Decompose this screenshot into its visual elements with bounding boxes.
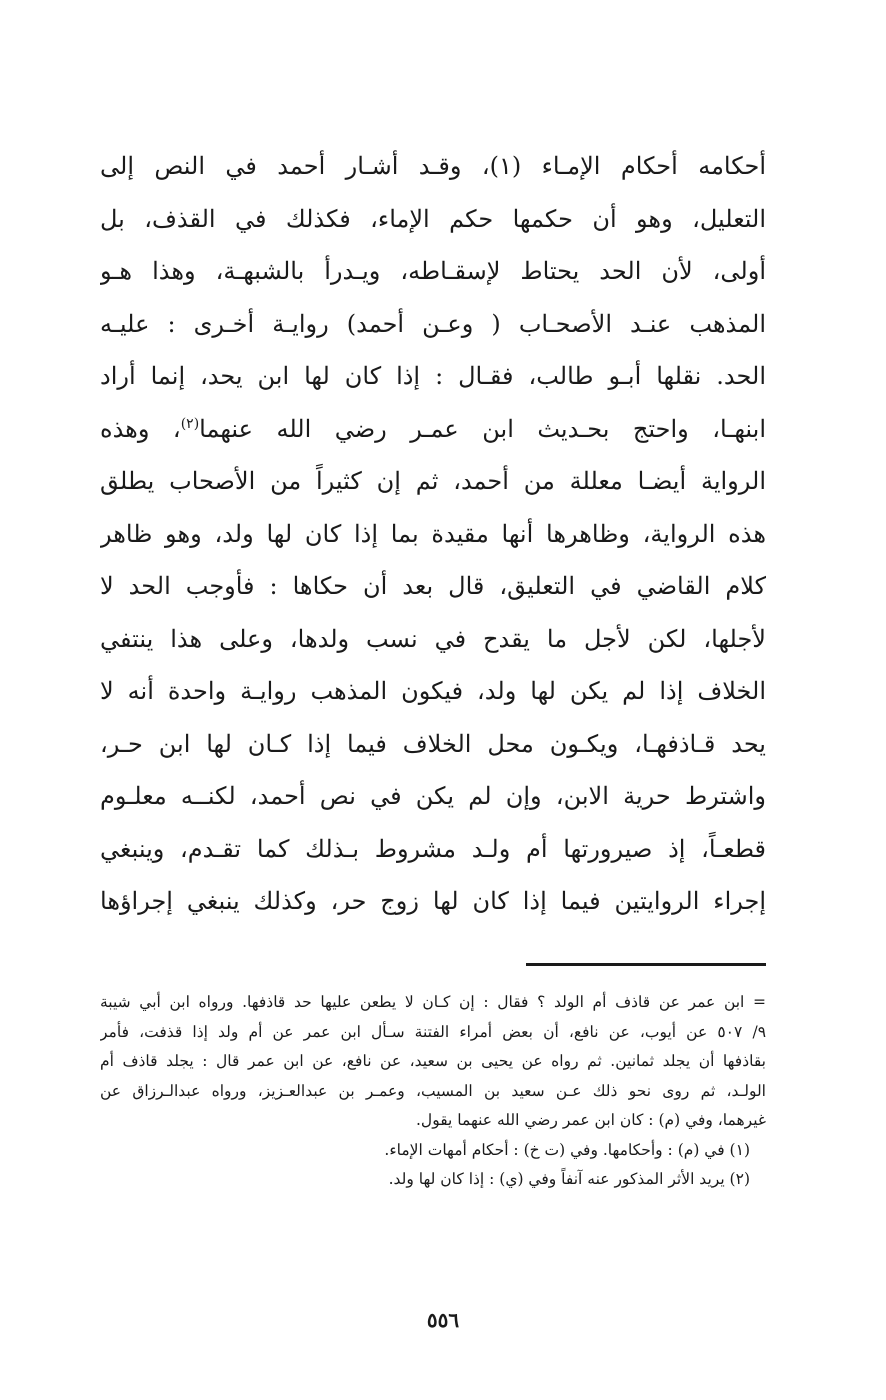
text-line-start: ابنهـا، واحتج بحـديث ابن عمـر رضي الله عنهما xyxy=(199,414,766,443)
main-text xyxy=(100,140,766,928)
footnote-1: (١) في (م) : وأحكامها. وفي (ت خ) : أحكام أمهات الإماء. xyxy=(384,1140,750,1159)
text-line: أولى، لأن الحد يحتاط لإسقـاطه، ويـدرأ بالشبهـة، وهذا هـو xyxy=(100,257,766,285)
footnote-continuation-line: الولـد، ثم روى نحو ذلك عـن سعيد بن المسيب، وعمـر بن عبدالعـزيز، ورواه عبدالـرزاق عن xyxy=(100,1081,766,1100)
text-line: إجراء الروايتين فيما إذا كان لها زوج حر، وكذلك ينبغي إجراؤها xyxy=(100,887,766,915)
text-line: لأجلها، لكن لأجل ما يقدح في نسب ولدها، وعلى هذا ينتفي xyxy=(100,624,766,653)
text-line-with-footnote-ref xyxy=(100,403,766,456)
text-line-end: ، وهذه xyxy=(100,414,181,443)
footnote-continuation-line: غيرهما، وفي (م) : كان ابن عمر رضي الله عنهما يقول. xyxy=(416,1111,766,1129)
footnote-continuation-line: ٩/ ٥٠٧ عن أيوب، عن نافع، أن بعض أمراء الفتنة سـأل ابن عمر عن أم ولد إذا قذفت، فأمر xyxy=(100,1022,766,1041)
footnotes xyxy=(100,988,766,1195)
text-line: التعليل، وهو أن حكمها حكم الإماء، فكذلك في القذف، بل xyxy=(100,204,766,233)
text-line: الرواية أيضـا معللة من أحمد، ثم إن كثيراً من الأصحاب يطلق xyxy=(100,467,766,495)
footnote-continuation-line: = ابن عمر عن قاذف أم الولد ؟ فقال : إن كـان لا يطعن عليها حد قاذفها. ورواه ابن أبي شيبة xyxy=(100,993,766,1011)
page-number: ٥٥٦ xyxy=(426,1308,460,1332)
footnote-ref-2: (٢) xyxy=(180,415,200,432)
text-line: الخلاف إذا لم يكن لها ولد، فيكون المذهب روايـة واحدة أنه لا xyxy=(100,677,766,705)
footnote-2: (٢) يريد الأثر المذكور عنه آنفاً وفي (ي) : إذا كان لها ولد. xyxy=(388,1170,750,1188)
footnote-separator xyxy=(526,963,766,966)
text-line: الحد. نقلها أبـو طالب، فقـال : إذا كان لها ابن يحد، إنما أراد xyxy=(100,362,766,390)
text-line: هذه الرواية، وظاهرها أنها مقيدة بما إذا كان لها ولد، وهو ظاهر xyxy=(100,519,766,548)
text-line: المذهب عنـد الأصحـاب ( وعـن أحمد) روايـة أخـرى : عليـه xyxy=(100,309,766,338)
text-line: يحد قـاذفهـا، ويكـون محل الخلاف فيما إذا كـان لها ابن حـر، xyxy=(100,729,766,758)
text-line: واشترط حرية الابن، وإن لم يكن في نص أحمد، لكنــه معلـوم xyxy=(100,782,766,810)
footnote-continuation-line: بقاذفها أن يجلد ثمانين. ثم رواه عن يحيى بن سعيد، عن نافع، عن ابن عمر قال : يجلد قاذف أم xyxy=(100,1052,766,1070)
text-line: كلام القاضي في التعليق، قال بعد أن حكاها : فأوجب الحد لا xyxy=(100,572,766,600)
text-line: قطعـاً، إذ صيرورتها أم ولـد مشروط بـذلك كما تقـدم، وينبغي xyxy=(100,834,766,863)
text-line: أحكامه أحكام الإمـاء (١)، وقـد أشـار أحمد في النص إلى xyxy=(100,152,766,180)
